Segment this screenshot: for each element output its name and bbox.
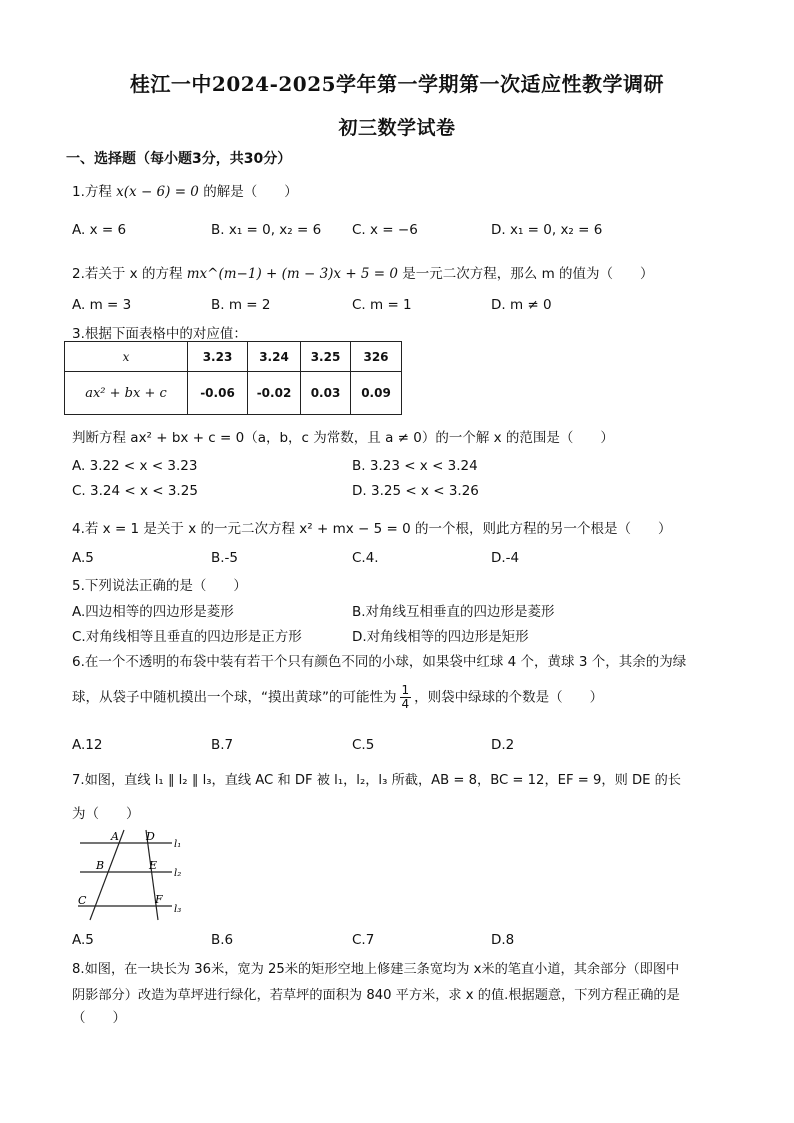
question-7-line-1: 7.如图，直线 l₁ ∥ l₂ ∥ l₃，直线 AC 和 DF 被 l₁，l₂，l₃ 所截，AB = 8，BC = 12，EF = 9，则 DE 的长	[72, 773, 681, 788]
q6-option-a: A.12	[72, 737, 103, 753]
q6-option-c: C.5	[352, 737, 375, 753]
q3-option-b: B. 3.23 < x < 3.24	[352, 458, 478, 474]
question-1	[72, 180, 298, 200]
q2-option-d: D. m ≠ 0	[491, 297, 552, 313]
label-f: F	[155, 893, 163, 906]
q2-stem-post: 是一元二次方程，那么 m 的值为（ ）	[398, 266, 654, 282]
q1-stem-post: 的解是（ ）	[198, 184, 298, 200]
label-l3: l₃	[174, 904, 182, 915]
table-cell: 3.25	[301, 342, 351, 372]
q5-option-b: B.对角线互相垂直的四边形是菱形	[352, 604, 555, 620]
question-3: 3.根据下面表格中的对应值：	[72, 326, 247, 342]
probability-fraction	[400, 684, 412, 711]
q2-option-a: A. m = 3	[72, 297, 132, 313]
question-8-line-3: （ ）	[72, 1010, 126, 1026]
q7-option-c: C.7	[352, 932, 375, 948]
fraction-numerator: 1	[401, 683, 410, 697]
table-cell: 326	[351, 342, 402, 372]
q6-option-b: B.7	[211, 737, 234, 753]
label-l1: l₁	[174, 839, 182, 850]
label-b: B	[96, 859, 105, 872]
q7-option-b: B.6	[211, 932, 234, 948]
q2-expression: mx^(m−1) + (m − 3)x + 5 = 0	[186, 266, 399, 282]
q2-option-b: B. m = 2	[211, 297, 271, 313]
table-cell: 0.09	[351, 372, 402, 415]
table-row	[65, 342, 402, 372]
values-table	[64, 341, 402, 415]
question-8-line-1: 8.如图，在一块长为 36米，宽为 25米的矩形空地上修建三条宽均为 x米的笔直小道，其余部分（即图中	[72, 962, 680, 977]
label-e: E	[149, 859, 158, 872]
q6-line2-post: ，则袋中绿球的个数是（ ）	[414, 689, 604, 706]
label-c: C	[78, 894, 87, 907]
fraction-denominator: 4	[401, 697, 410, 711]
table-cell: 0.03	[301, 372, 351, 415]
q5-option-d: D.对角线相等的四边形是矩形	[352, 629, 529, 645]
table-cell: 3.23	[188, 342, 248, 372]
q4-option-c: C.4.	[352, 550, 379, 566]
question-6-line-2	[72, 684, 603, 711]
q1-stem-pre: 1.方程	[72, 184, 117, 200]
table-cell: -0.06	[188, 372, 248, 415]
q4-option-b: B.-5	[211, 550, 239, 566]
table-cell: -0.02	[248, 372, 301, 415]
question-7-line-2: 为（ ）	[72, 806, 140, 822]
q5-option-c: C.对角线相等且垂直的四边形是正方形	[72, 629, 302, 645]
q3-option-a: A. 3.22 < x < 3.23	[72, 458, 198, 474]
label-d: D	[146, 830, 155, 843]
q1-option-b: B. x₁ = 0, x₂ = 6	[211, 222, 322, 238]
question-4: 4.若 x = 1 是关于 x 的一元二次方程 x² + mx − 5 = 0 的一个根，则此方程的另一个根是（ ）	[72, 521, 672, 537]
question-6-line-1: 6.在一个不透明的布袋中装有若干个只有颜色不同的小球，如果袋中红球 4 个，黄球 3 个，其余的为绿	[72, 654, 687, 670]
question-5: 5.下列说法正确的是（ ）	[72, 578, 247, 594]
parallel-lines-figure	[72, 826, 192, 922]
q1-option-a: A. x = 6	[72, 222, 127, 238]
q6-line2-pre: 球，从袋子中随机摸出一个球，“摸出黄球”的可能性为	[72, 689, 397, 706]
q7-option-a: A.5	[72, 932, 94, 948]
label-l2: l₂	[174, 868, 182, 879]
table-cell: 3.24	[248, 342, 301, 372]
q3-option-d: D. 3.25 < x < 3.26	[352, 483, 479, 499]
q2-stem-pre: 2.若关于 x 的方程	[72, 266, 187, 282]
q2-option-c: C. m = 1	[352, 297, 412, 313]
table-head-expression: ax² + bx + c	[65, 372, 188, 415]
q5-option-a: A.四边相等的四边形是菱形	[72, 604, 234, 620]
q1-expression: x(x − 6) = 0	[116, 184, 199, 200]
exam-subtitle: 初三数学试卷	[338, 117, 456, 139]
q1-option-c: C. x = −6	[352, 222, 418, 238]
q3-option-c: C. 3.24 < x < 3.25	[72, 483, 198, 499]
q7-option-d: D.8	[491, 932, 515, 948]
section-heading: 一、选择题（每小题3分，共30分）	[66, 151, 292, 167]
exam-title: 桂江一中2024-2025学年第一学期第一次适应性教学调研	[129, 72, 665, 96]
table-row	[65, 372, 402, 415]
q4-option-a: A.5	[72, 550, 94, 566]
q4-option-d: D.-4	[491, 550, 520, 566]
q1-option-d: D. x₁ = 0, x₂ = 6	[491, 222, 603, 238]
q6-option-d: D.2	[491, 737, 515, 753]
q3-judge-text: 判断方程 ax² + bx + c = 0（a，b，c 为常数，且 a ≠ 0）的一个解 x 的范围是（ ）	[72, 430, 614, 446]
question-8-line-2: 阴影部分）改造为草坪进行绿化，若草坪的面积为 840 平方米，求 x 的值.根据题意，下列方程正确的是	[72, 988, 680, 1003]
question-2	[72, 262, 654, 282]
label-a: A	[111, 830, 119, 843]
table-head-x: x	[65, 342, 188, 372]
